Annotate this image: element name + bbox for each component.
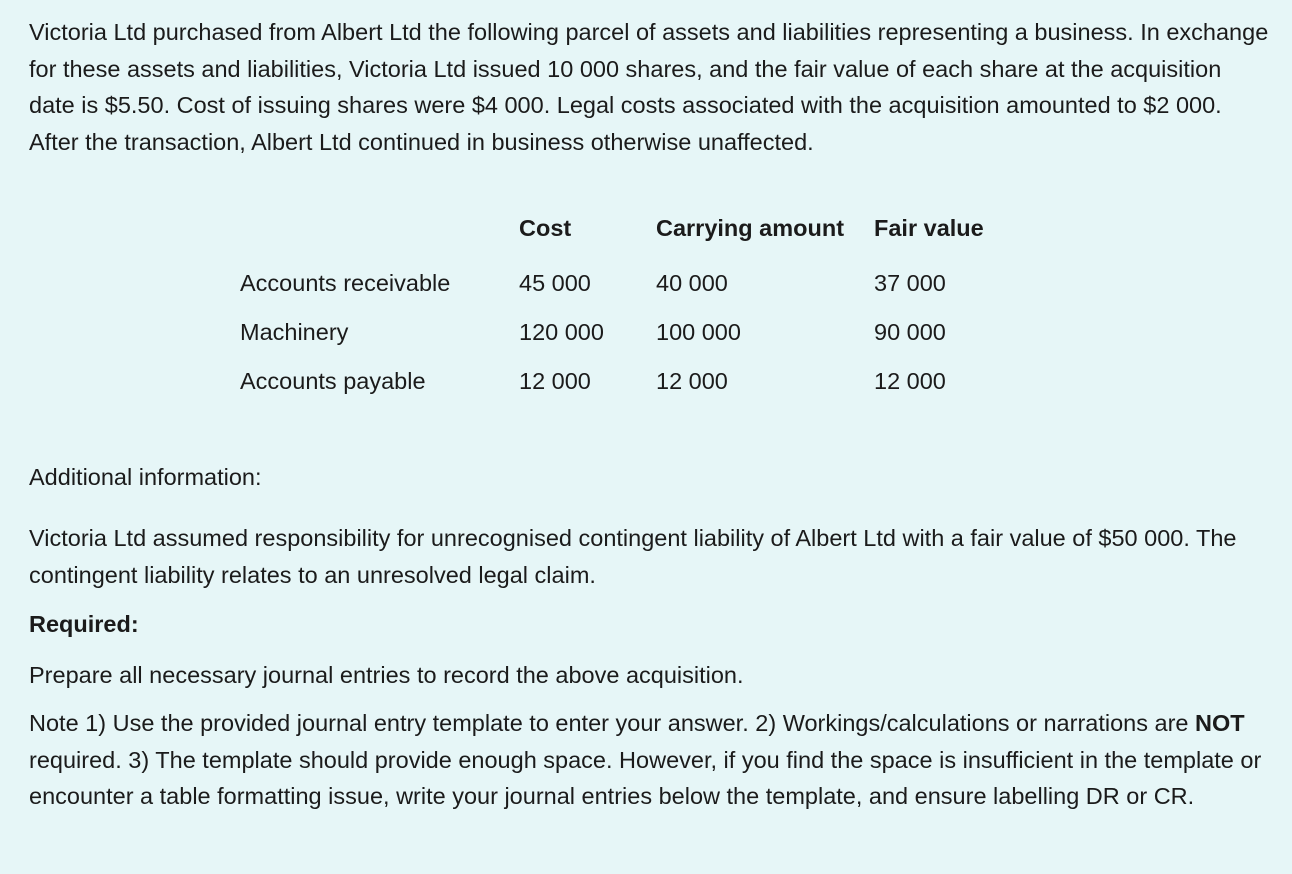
- note-part-2: required. 3) The template should provide enough space. However, if you find the space is insufficient in the template or encounter a table formatting issue, write your journal entries below the template, and ensure labelling DR or CR.: [29, 746, 1262, 809]
- note-part-1: Note 1) Use the provided journal entry template to enter your answer. 2) Workings/calculations or narrations are: [29, 710, 1196, 736]
- header-carrying-amount: Carrying amount: [656, 214, 845, 241]
- header-fair-value: Fair value: [874, 214, 984, 241]
- table-row: [240, 357, 1014, 406]
- intro-paragraph: Victoria Ltd purchased from Albert Ltd the following parcel of assets and liabilities representing a business. In exchange for these assets and liabilities, Victoria Ltd issued 10 000 shares, and the fair value of each share at the acquisition date is $5.50. Cost of issuing shares were $4 000. Legal costs associated with the acquisition amounted to $2 000. After the transaction, Albert Ltd continued in business otherwise unaffected.: [29, 19, 1269, 155]
- row-fair: 37 000: [874, 270, 946, 296]
- row-carrying: 40 000: [656, 270, 728, 296]
- header-item: [240, 210, 519, 259]
- contingent-liability-paragraph: Victoria Ltd assumed responsibility for unrecognised contingent liability of Albert Ltd with a fair value of $50 000. The contingent liability relates to an unresolved legal claim.: [29, 525, 1237, 588]
- row-item: Accounts payable: [240, 368, 426, 394]
- row-fair: 90 000: [874, 319, 946, 345]
- row-carrying: 12 000: [656, 368, 728, 394]
- row-item: Machinery: [240, 319, 349, 345]
- additional-info-heading: Additional information:: [29, 464, 262, 490]
- table-row: [240, 308, 1014, 357]
- row-cost: 12 000: [519, 368, 591, 394]
- prepare-instruction: Prepare all necessary journal entries to record the above acquisition.: [29, 662, 744, 688]
- row-item: Accounts receivable: [240, 270, 451, 296]
- table-header-row: [240, 210, 1014, 259]
- required-heading: Required:: [29, 611, 139, 637]
- table-row: [240, 259, 1014, 308]
- note-emphasis: NOT: [1195, 710, 1245, 736]
- assets-table: [240, 210, 1014, 406]
- row-fair: 12 000: [874, 368, 946, 394]
- row-cost: 45 000: [519, 270, 591, 296]
- note-paragraph: [29, 705, 1269, 815]
- row-cost: 120 000: [519, 319, 604, 345]
- row-carrying: 100 000: [656, 319, 741, 345]
- header-cost: Cost: [519, 214, 572, 241]
- question-content: [29, 14, 1269, 809]
